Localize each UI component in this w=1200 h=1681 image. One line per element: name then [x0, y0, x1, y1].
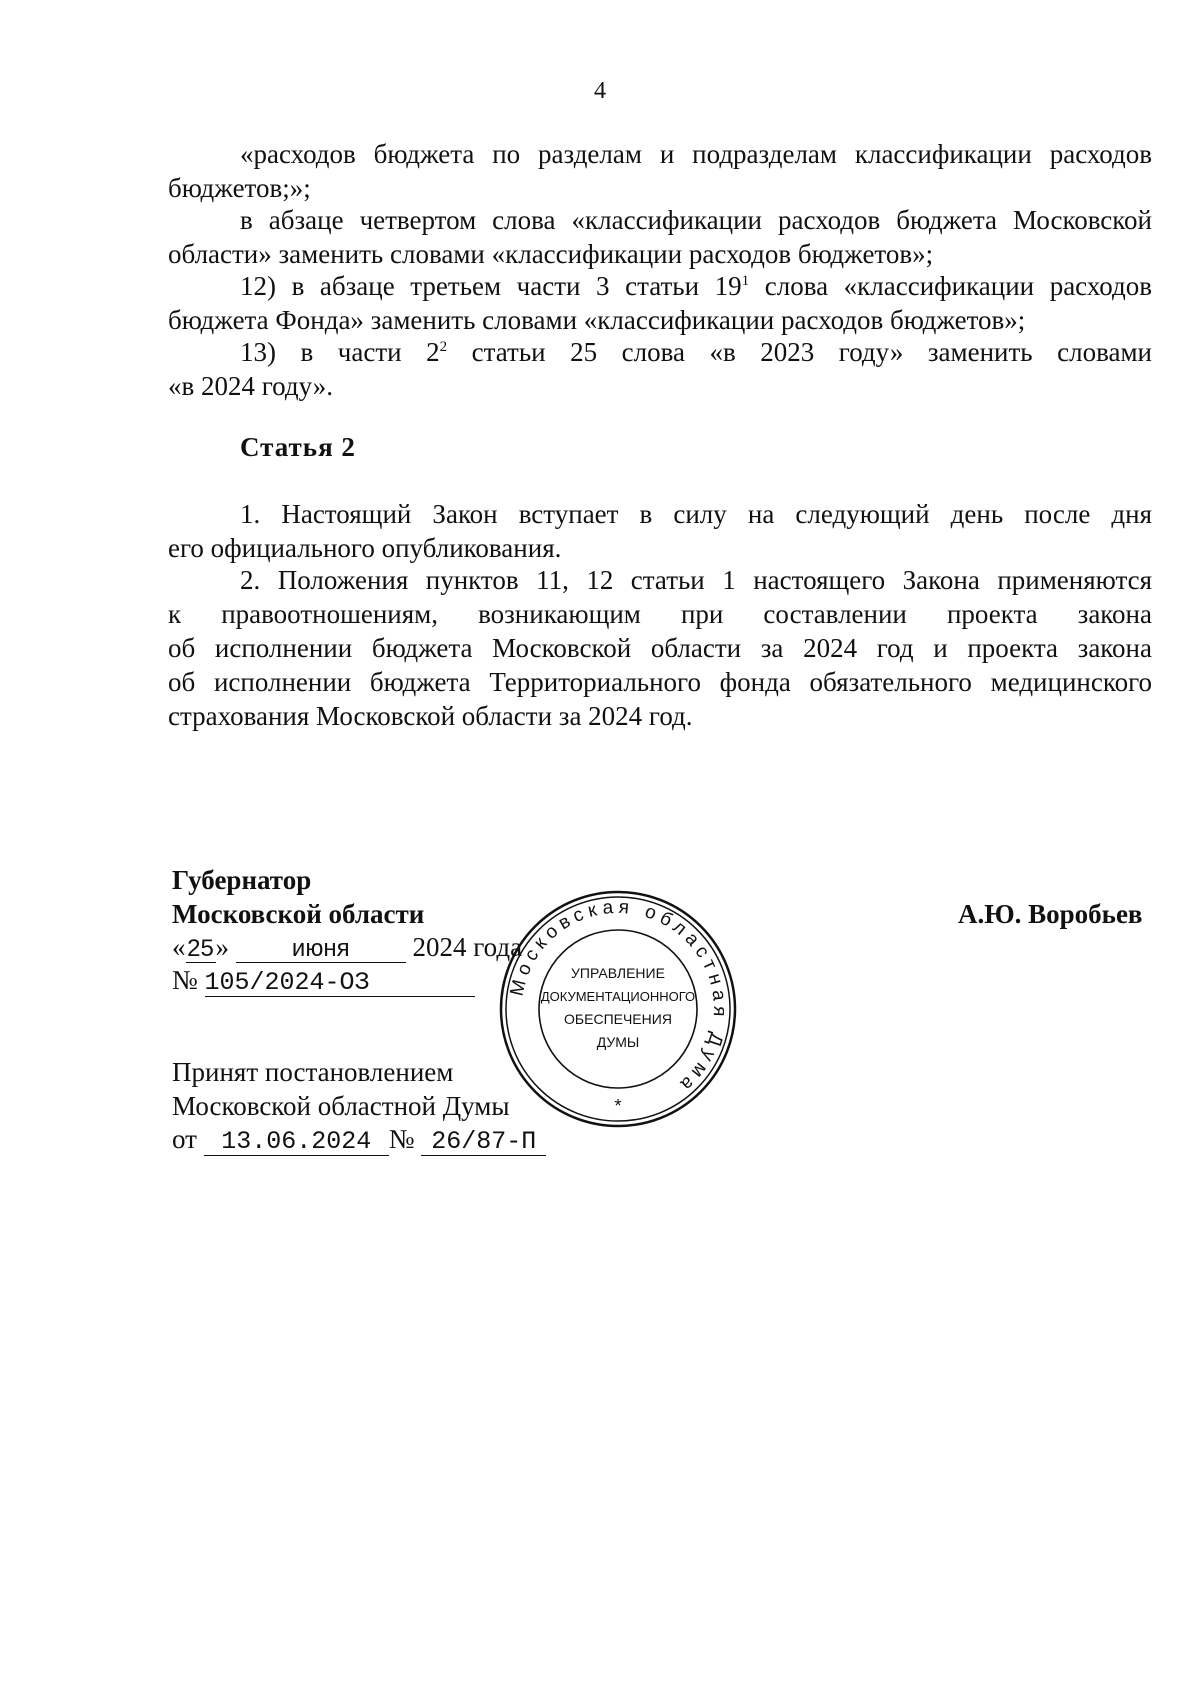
paragraph-line: «расходов бюджета по разделам и подразделам классификации расходов: [240, 139, 1152, 169]
paragraph-line: об исполнении бюджета Московской области за 2024 год и проекта закона: [168, 633, 1152, 663]
superscript: 2: [439, 339, 448, 355]
law-number-value: 105/2024-ОЗ: [205, 970, 475, 997]
adopted-date: 13.06.2024: [204, 1129, 389, 1156]
seal-center-line: УПРАВЛЕНИЕ: [571, 965, 665, 981]
date-month: июня: [236, 936, 406, 963]
adopted-number-label: №: [388, 1124, 415, 1154]
number-label: №: [172, 965, 198, 995]
adopted-number: 26/87-П: [421, 1129, 546, 1156]
seal-center-line: ДУМЫ: [596, 1034, 640, 1050]
seal-star: *: [614, 1096, 622, 1116]
article-title: Статья 2: [240, 432, 356, 462]
paragraph-line: бюджетов;»;: [168, 173, 311, 203]
official-seal: [497, 888, 739, 1130]
date-quote-open: «: [172, 932, 186, 962]
signatory-title: Губернатор: [172, 865, 312, 895]
paragraph-line: бюджета Фонда» заменить словами «классификации расходов бюджетов»;: [168, 305, 1026, 335]
date-day: 25: [187, 935, 214, 962]
signatory-title: Московской области: [172, 899, 425, 929]
superscript: 1: [741, 273, 750, 289]
adoption-note: Московской областной Думы: [172, 1091, 510, 1121]
paragraph-line: 2. Положения пунктов 11, 12 статьи 1 настоящего Закона применяются: [240, 565, 1152, 595]
text-fragment: слова «классификации расходов: [749, 271, 1152, 301]
paragraph-line: об исполнении бюджета Территориального фонда обязательного медицинского: [168, 667, 1152, 697]
paragraph-line: его официального опубликования.: [168, 533, 562, 563]
date-year: 2024 года: [412, 932, 523, 962]
seal-ring-text: Московская областная Дума: [506, 896, 731, 1098]
adoption-resolution: [172, 1122, 546, 1156]
page-number: 4: [594, 78, 606, 104]
seal-center-line: ОБЕСПЕЧЕНИЯ: [564, 1011, 672, 1027]
text-fragment: 12) в абзаце третьем части 3 статьи 19: [240, 271, 742, 301]
adopted-from-label: от: [172, 1124, 197, 1154]
paragraph-line: страхования Московской области за 2024 год.: [168, 701, 693, 731]
paragraph-line: 1. Настоящий Закон вступает в силу на следующий день после дня: [240, 499, 1152, 529]
paragraph-line: [168, 335, 1152, 369]
seal-center-line: ДОКУМЕНТАЦИОННОГО: [540, 989, 696, 1004]
date-quote-close: »: [215, 932, 229, 962]
signing-date: [172, 930, 522, 964]
adoption-note: Принят постановлением: [172, 1057, 454, 1087]
paragraph-line: «в 2024 году».: [168, 371, 334, 401]
paragraph-line: к правоотношениям, возникающим при составлении проекта закона: [168, 599, 1152, 629]
paragraph-line: в абзаце четвертом слова «классификации расходов бюджета Московской: [240, 205, 1152, 235]
signatory-name: А.Ю. Воробьев: [958, 899, 1143, 929]
law-number: [172, 963, 475, 997]
paragraph-line: [168, 269, 1152, 303]
text-fragment: статьи 25 слова «в 2023 году» заменить словами: [447, 337, 1152, 367]
paragraph-line: области» заменить словами «классификации расходов бюджетов»;: [168, 239, 934, 269]
text-fragment: 13) в части 2: [240, 337, 440, 367]
